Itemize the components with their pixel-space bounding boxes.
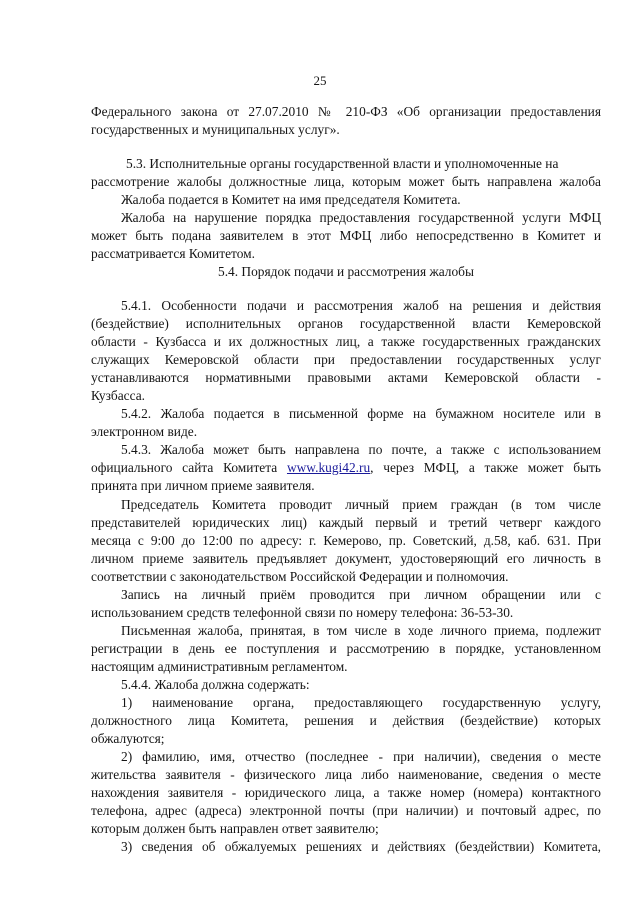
chairman-reception-paragraph	[91, 496, 601, 586]
written-complaint-paragraph	[91, 622, 601, 676]
intro-paragraph	[91, 103, 601, 139]
list-item-line: 2) фамилию, имя, отчество (последнее - при наличии), сведения о месте	[121, 749, 601, 764]
section-5-3	[91, 155, 601, 263]
text-line: регистрации в день ее поступления и рассмотрению в порядке, установленном	[91, 641, 601, 656]
section-5-4-2	[91, 405, 601, 441]
list-item-line: которым должен быть направлен ответ заявителю;	[91, 821, 379, 836]
text-line: государственных и муниципальных услуг».	[91, 122, 340, 137]
text-line: Жалоба подается в Комитет на имя председателя Комитета.	[121, 192, 461, 207]
text-line	[91, 459, 601, 477]
list-item-line: должностного лица Комитета, решения и действия (бездействие) которых	[91, 713, 601, 728]
list-item-line: нахождения заявителя - юридического лица, а также номер (номера) контактного	[91, 785, 601, 800]
list-item-line: обжалуются;	[91, 731, 165, 746]
page-number: 25	[313, 73, 327, 88]
text-line: 5.3. Исполнительные органы государственной власти и уполномоченные на	[126, 156, 559, 171]
text-line: 5.4.1. Особенности подачи и рассмотрения жалоб на решения и действия	[121, 298, 601, 313]
text-line: Председатель Комитета проводит личный прием граждан (в том числе	[121, 497, 601, 512]
section-title	[91, 263, 601, 281]
text-line: соответствии с законодательством Российской Федерации и полномочия.	[91, 569, 509, 584]
section-title-text: 5.4. Порядок подачи и рассмотрения жалобы	[218, 264, 474, 279]
text-line: использованием средств телефонной связи по номеру телефона: 36-53-30.	[91, 605, 514, 620]
text-line: личном приеме заявитель предъявляет документ, удостоверяющий его личность в	[91, 551, 601, 566]
text-line: Кузбасса.	[91, 388, 146, 403]
section-5-4-3	[91, 441, 601, 495]
text-line: служащих Кемеровской области при предоставлении государственных услуг	[91, 352, 601, 367]
text-fragment: официального сайта Комитета	[91, 460, 287, 475]
text-line: представителей юридических лиц) каждый первый и третий четверг каждого	[91, 515, 601, 530]
text-line: устанавливаются нормативными правовыми актами Кемеровской области -	[91, 370, 601, 385]
list-item-line: 3) сведения об обжалуемых решениях и действиях (бездействии) Комитета,	[121, 839, 601, 854]
list-item-line: 1) наименование органа, предоставляющего государственную услугу,	[121, 695, 601, 710]
text-fragment: , через МФЦ, а также может быть	[370, 460, 601, 475]
text-line: рассматривается Комитетом.	[91, 246, 255, 261]
text-line: электронном виде.	[91, 424, 198, 439]
text-line: (бездействие) исполнительных органов государственной власти Кемеровской	[91, 316, 601, 331]
text-line: настоящим административным регламентом.	[91, 659, 348, 674]
text-line: области - Кузбасса и их должностных лиц, а также государственных гражданских	[91, 334, 601, 349]
text-line: месяца с 9:00 до 12:00 по адресу: г. Кемерово, пр. Советский, д.58, каб. 631. При	[91, 533, 601, 548]
text-line: Федерального закона от 27.07.2010 № 210-ФЗ «Об организации предоставления	[91, 104, 601, 119]
section-5-4-4	[91, 676, 601, 856]
text-line: Запись на личный приём проводится при личном обращении или с	[121, 587, 601, 602]
text-line: 5.4.3. Жалоба может быть направлена по почте, а также с использованием	[121, 442, 601, 457]
text-line: может быть подана заявителем в этот МФЦ либо непосредственно в Комитет и	[91, 228, 601, 243]
text-line: рассмотрение жалобы должностные лица, которым может быть направлена жалоба	[91, 174, 601, 189]
appointment-paragraph	[91, 586, 601, 622]
text-line: Жалоба на нарушение порядка предоставления государственной услуги МФЦ	[121, 210, 601, 225]
list-item-line: телефона, адрес (адреса) электронной почты (при наличии) и почтовый адрес, по	[91, 803, 601, 818]
committee-website-link[interactable]: www.kugi42.ru	[286, 460, 371, 475]
text-line: Письменная жалоба, принятая, в том числе в ходе личного приема, подлежит	[121, 623, 601, 638]
text-line: 5.4.4. Жалоба должна содержать:	[121, 677, 310, 692]
section-5-4-1	[91, 297, 601, 405]
text-line: 5.4.2. Жалоба подается в письменной форме на бумажном носителе или в	[121, 406, 601, 421]
list-item-line: жительства заявителя - физического лица либо наименование, сведения о месте	[91, 767, 601, 782]
text-line: принята при личном приеме заявителя.	[91, 478, 315, 493]
